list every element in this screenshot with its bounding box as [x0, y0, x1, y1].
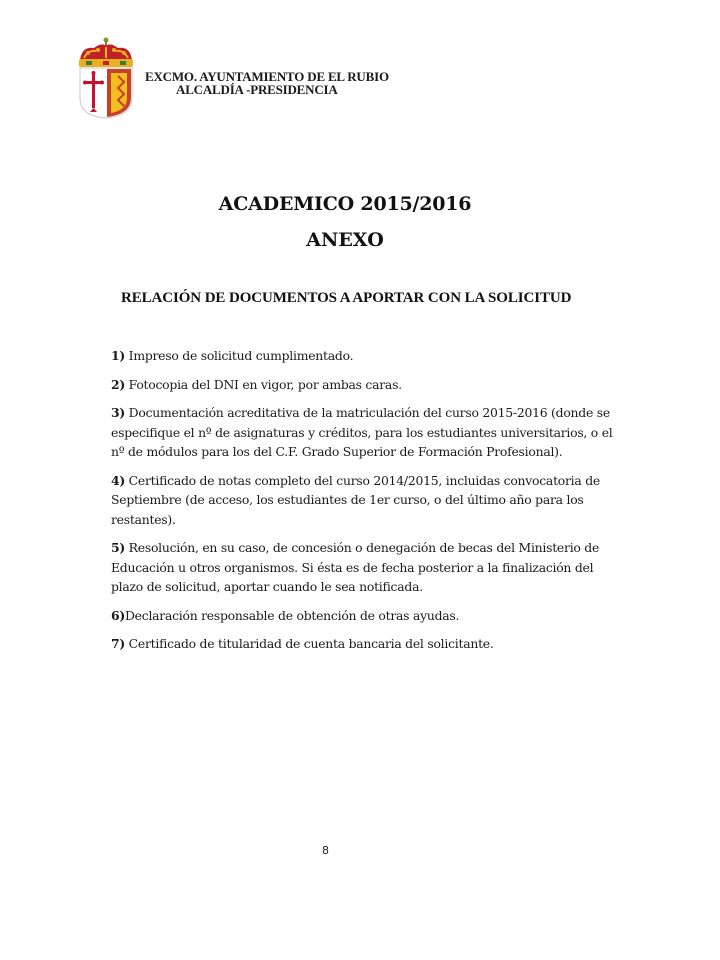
- list-item: [111, 375, 616, 395]
- item-text: Impreso de solicitud cumplimentado.: [124, 348, 354, 363]
- item-number: 2): [111, 376, 125, 392]
- institution-name: EXCMO. AYUNTAMIENTO DE EL RUBIO: [145, 69, 389, 84]
- office-name: ALCALDÍA -PRESIDENCIA: [176, 82, 338, 97]
- list-item: [111, 471, 616, 530]
- section-heading: RELACIÓN DE DOCUMENTOS A APORTAR CON LA SOLICITUD: [121, 290, 572, 306]
- document-subtitle: ANEXO: [306, 229, 384, 251]
- item-number: 7): [111, 636, 125, 651]
- item-text: Fotocopia del DNI en vigor, por ambas caras.: [124, 376, 402, 392]
- list-item: [111, 403, 616, 462]
- required-documents-list: [111, 346, 616, 663]
- list-item: [111, 634, 616, 654]
- item-number: 3): [111, 405, 125, 420]
- document-title: ACADEMICO 2015/2016: [218, 193, 472, 215]
- list-item: [111, 538, 616, 597]
- item-text: Certificado de titularidad de cuenta bancaria del solicitante.: [124, 636, 494, 651]
- item-text: Certificado de notas completo del curso 2014/2015, incluidas convocatoria de Septiembre (de acceso, los estudiantes de 1er curso, o del último año para los restantes).: [111, 472, 600, 527]
- item-number: 1): [111, 348, 125, 363]
- institution-header: [145, 70, 389, 96]
- coat-of-arms-icon: [74, 36, 138, 120]
- list-item: [111, 606, 616, 626]
- item-text: Documentación acreditativa de la matriculación del curso 2015-2016 (donde se especifique el nº de asignaturas y créditos, para los estudiantes universitarios, o el nº de módulos para los del C.F. Grado Superior de Formación Profesional).: [111, 405, 613, 459]
- item-number: 6): [111, 607, 125, 623]
- item-number: 5): [111, 540, 125, 555]
- item-number: 4): [111, 472, 125, 488]
- list-item: [111, 346, 616, 366]
- page-number: 8: [322, 844, 329, 857]
- item-text: Resolución, en su caso, de concesión o denegación de becas del Ministerio de Educación u otros organismos. Si ésta es de fecha posterior a la finalización del plazo de solicitud, aportar cuando le sea notificada.: [111, 540, 600, 594]
- item-text: Declaración responsable de obtención de otras ayudas.: [124, 607, 460, 623]
